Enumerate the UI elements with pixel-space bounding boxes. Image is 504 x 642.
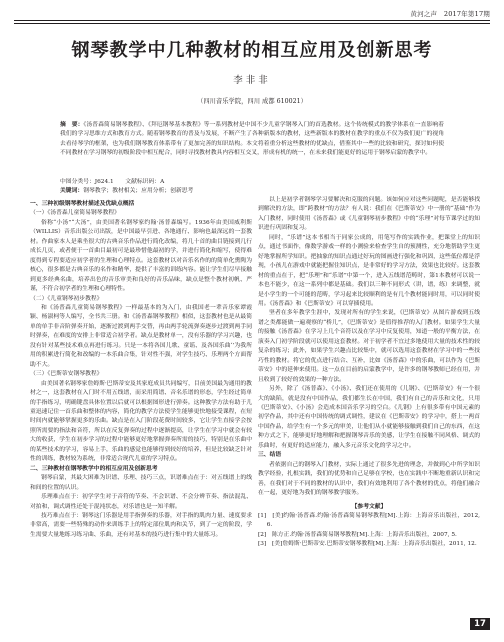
paragraph: 技巧难点在于：钢琴这门乐器是用手指弹奏的乐器，对手指的肌肉力量、速度要求非常高，需要一些特殊的动作来训练手上的特定部位肌肉和关节，到了一定的阶段，学生需要大量地练习练习曲、乐曲，还有对基本的技巧进行集中的大量练习。: [30, 512, 252, 538]
subsection-heading: （二）《儿童钢琴初步教程》: [30, 295, 103, 302]
paragraph: 由美国著名钢琴家詹姆斯·巴斯蒂安及其家庭成员共同编写，目前美国最为通用的教材之一，这套教材在入门时不用五线谱，而采用简谱、音名乐谱的形态，学生经过简单的手指练习，明确键盘具体位置以后就可以根据图形进行弹奏。这种教学方法有助于儿童迅速记住一首乐曲和整体的内容，简化的教学方法使学生能够更快地接受课程，在短时间内就能够掌握更多的乐曲。缺点是在入门阶段花费时间较多，它让学生直接学会按照所需要的指法和音符，所以在反复弹奏的过程中逐渐提高，让学生在学习中就会有较大的收获，学生在初步学习的过程中能够更好地掌握弹奏所需的技巧，特别是在乐曲中的某些技术的学习，容易上手，乐曲的感觉也能够得到较好的培养，但是比较缺乏针对性的训练，教材较为系统，非常适合现代儿童的学习特点。: [30, 380, 252, 463]
section-heading: 三、结语: [258, 452, 282, 459]
header-rule-thin: [14, 23, 490, 24]
reference-item: [2] 陈方正.约翰·汤普森简易钢琴教程[M].上海：上海音乐出版社，2007, 5.: [258, 531, 457, 538]
references-heading: 【参考文献】: [351, 503, 387, 510]
left-column: [30, 200, 252, 540]
paragraph: 俗称“小汤”“大汤”，由美国著名钢琴家约翰·汤普森编写。1936年由美国威利斯（WILLIS）音乐出版公司出版，是中国最早引进、各地通行、影响也最深远的一套教材。作曲家本人是乘坐很大的古典音乐作品进行简化改编，将几十首的曲目链接到几行成长几页，或者便于一首曲目最初可是最珍惜他最初的学，并进行简化和缩写，使得难度得到专程要适应初学者的生理和心理特点。这套教材以对音乐名作的的简单化熏陶为核心，很多都是古典音乐的名作和精华，提供了丰富的训练内容。能让学生们尽早接触到更多经典名曲，培养出色的音乐审美和良好的音乐品味，缺点是整个教材初帆、严谨，不符合初学者的生理和心理特性。: [30, 219, 252, 293]
right-column: [258, 196, 480, 550]
paragraph: 另外，除了《汤普森》、《小汤》、我们还在使用的《儿钢》、《巴斯蒂安》有一个很大的缺陷，就是没有中国作品，我们都生长在中国，我们有自己的音乐和文化，只用《巴斯蒂安》、《小汤》会造成本国音乐学习的空白。《儿钢》上有很多带有中国元素的初学作品，其中还有中国传统的调式调性，建议在《巴斯蒂安》的学习中，搭上一两首中国作品，给学生有一个多元的审美，让他们从小就能够接触到我们自己的东西，在这种方式之下，能够更好地理解和把握钢琴音乐的美感，让学生在接触不同风格、调式的乐曲时，有更好的适应能力，融入多元音乐文化的学习之中。: [258, 386, 480, 449]
subsection-heading: （一）《汤普森儿童简易钢琴教程》: [30, 210, 120, 217]
keywords-text: 钢琴教学；教材相关；应用分析；创新思考: [83, 188, 194, 194]
journal-header: 黄河之声 2017年第17期: [410, 10, 490, 18]
paragraph: 以上是初学者钢琴学习要解决和克服的问题。该如何应对这些问题呢，是否能够找到解决的方法，即“跨教材”的方法？有人说：我们在《巴斯蒂安》中一册的“基础”作为入门教材，同时使用《汤普森》或《儿童钢琴初步教程》中的“乐理”对每节课学过的知识进行巩固和复习。: [258, 197, 480, 232]
section-heading: 一、三种初级钢琴教材描述及优缺点概括: [30, 201, 135, 207]
subsection-heading: （三）《巴斯蒂安钢琴教程》: [30, 371, 103, 378]
paragraph: 同时，“乐谱”这本书相当于同家公成的，用笔写作的实践作业，把课堂上的知识点，通过书面作，像数学游戏一样的小测验来检查学生自的预测性，充分地帮助学生更好地掌握所学知识。把抽象的知识点通过好玩的图画进行强化和巩固，这些低位都是浮现，小孩儿在游戏中就能把握住知识点，是非常好的学习方法，效果也比较好。这套教材的重点在于，把“乐理”和“乐谱”中第一个，进入五线谱范畴时，第1本教材可以说一本也不能少，在这一系列中都是基础。我们以三种不同形式（讲，谱，练）来调整，就是小学生的一个可能的范畴，学习起来比较顺利的是有几个教材能同时用，可以同时使用。《汤普森》和《巴斯蒂安》可以穿插使用。: [258, 234, 480, 307]
paragraph: 者依据自己的钢琴入门教材，实际上通过了很多先进的理念，并做到心中所学知识教学经验，扎根实践，我们的优势和自己足够在学校，也在实践中不断地重新认识和完善，在我们对于不同的教材的认识中，我们有效地利用了各个教材的优点，将他们融合在一起，更好地为我们的钢琴教学服务。: [258, 461, 480, 497]
classification: 中图分类号：J624.1 文献标识码：A: [60, 179, 165, 185]
abstract-label: 摘 要：: [60, 122, 84, 128]
reference-item: [1] [美]约翰·汤普森.约翰·汤普森简易钢琴教程[M].上海：上海音乐出版社，2012, 6.: [258, 512, 480, 529]
paragraph: 钢琴启蒙，其最大困难为识谱、乐理、技巧三点，识谱难点在于：对五线谱上的线和间的位置的认识。: [30, 475, 252, 491]
paragraph: 坚者在多年教学生涯中，发现对所有的学生来说，《巴斯蒂安》从图片游戏到五线谱之类都能做一遍观察的“桥儿”，《巴斯蒂安》是值得推荐的入门教材。如果学生大量的接触《汤普森》在学习上几个音符以及在学习中反复使用，知道一般的平衡方法，在演奏入门初学阶段就可以使用这套教材。对于初学者不宜过多地使用大量的技术性的较复杂的练习；此外，如果学生兴趣点比较集中，就可以选用这套教材在学习中的一些技巧性的教材。将它的优点进行结合、互补，比如《汤普森》中的乐曲，可以作为《巴斯蒂安》中的延伸来使用。这一点在目前的启蒙教学中，是许多的钢琴教师已经在用，并且收到了较好的效果的一种方法。: [258, 310, 480, 383]
article-title: 钢琴教学中几种教材的相互应用及创新思考: [71, 40, 433, 61]
page-number: 17: [470, 618, 490, 630]
abstract: [60, 121, 444, 158]
article-author: 李非非: [233, 75, 271, 86]
article-affiliation: （四川音乐学院，四川 成都 610021）: [197, 98, 307, 105]
header-rule-thick: [14, 20, 490, 21]
keywords-label: 关键词：: [60, 188, 84, 194]
paragraph: 乐理难点在于：初学学生对于音符的节奏、不会识谱、不会分辨节奏、指法混乱、对拍和，调式调性还处于混沌状态，对乐谱也是一知半解。: [30, 494, 252, 510]
paragraph: 和《汤普森儿童简易钢琴教程》一样最基本的为入门，由我国老一辈音乐家谭霞颖、杨淑柯等人编写，全书共三册。和《汤普森钢琴教程》相似，这套教材也是从最简单的单手非音阶弹奏开始，逐渐过渡到两手交替，再由两手轮流弹奏逐步过渡到两手同时弹奏，在难度的安排上非常适合初学者。缺点是教材单一，没有乐器的学习兴趣，也没有针对某些技术难点再进行练习。只是一本将各国儿歌、童谣、及各国乐曲‘’为我所用的积累进行简化和改编的一本乐曲合集，针对性不强，对学生技巧、乐理两个方面帮助不大。: [30, 304, 252, 368]
section-heading: 二、三种教材在钢琴教学中的相互应用及创新思考: [30, 465, 158, 472]
reference-item: [3] [美]詹姆斯·巴斯蒂安.巴斯蒂安钢琴教程[M].上海：上海音乐出版社，2011, 12.: [258, 541, 477, 548]
abstract-text: 《汤普森简易钢琴教程》、《拜厄钢琴基本教程》等一系列教材是中国不少儿童学钢琴入门的首选教材。这个传统模式的教学体系在一直影响着我们的学习思维方式和教育方式。随着钢琴教育的普及与发展，不断产生了各种新版本的教材，这些新版本的教材在教学的重点不仅为我们更广的视角去看待琴学的框架，也为我们钢琴教育体系带有了更加完善的知识结构。本文将着重分析这些教材的优缺点，借鉴其中一些的比较和研究，探讨如何使不同教材在学习钢琴的初级阶段中相互配合，同时寻找教材教具内容相互交叉，形成有机的统一，在未来我们能更好的运用于钢琴启蒙的教学中。: [60, 122, 444, 156]
keywords-block: [60, 178, 444, 196]
